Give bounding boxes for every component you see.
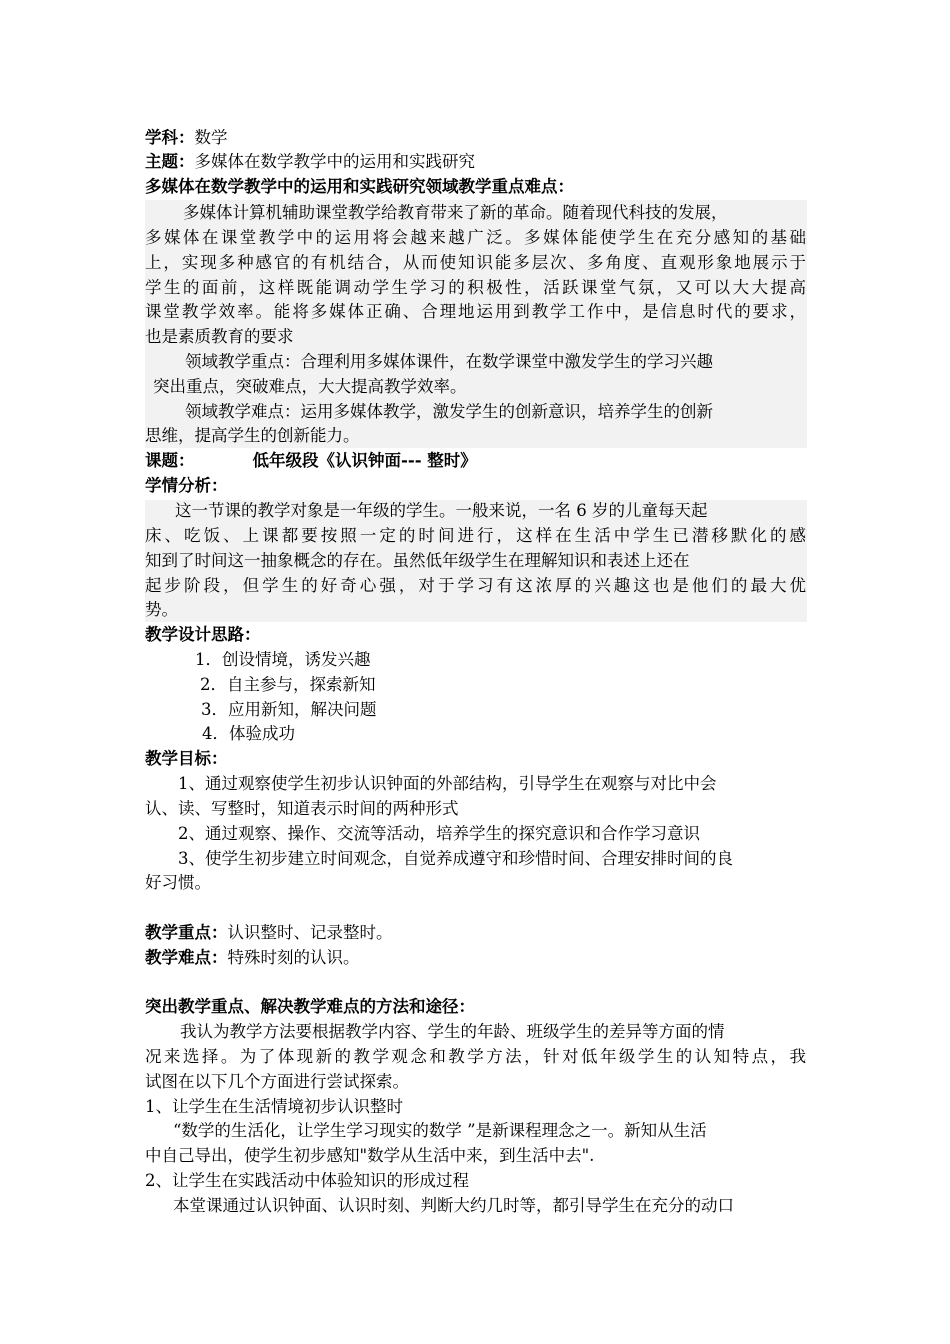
design-item: 1．创设情境，诱发兴趣	[195, 650, 371, 669]
intro-line: 多媒体在课堂教学中的运用将会越来越广泛。多媒体能使学生在充分感知的基础	[145, 228, 806, 247]
goal-line: 好习惯。	[145, 873, 211, 892]
lesson-line: 课题： 低年级段《认识钟面--- 整时》	[145, 451, 477, 470]
method-line: 试图在以下几个方面进行尝试探索。	[145, 1072, 409, 1091]
key-point-line: 领域教学重点：合理利用多媒体课件，在数学课堂中激发学生的学习兴趣	[185, 352, 713, 371]
method-line: “数学的生活化，让学生学习现实的数学 ”是新课程理念之一。新知从生活	[173, 1121, 707, 1140]
methods-heading: 突出教学重点、解决教学难点的方法和途径：	[145, 997, 475, 1016]
goal-line: 2、通过观察、操作、交流等活动，培养学生的探究意识和合作学习意识	[178, 824, 700, 843]
analysis-line: 知到了时间这一抽象概念的存在。虽然低年级学生在理解知识和表述上还在	[145, 551, 690, 570]
intro-line: 上，实现多种感官的有机结合，从而使知识能多层次、多角度、直观形象地展示于	[145, 253, 806, 272]
method-line: 我认为教学方法要根据教学内容、学生的年龄、班级学生的差异等方面的情	[180, 1022, 725, 1041]
design-item: 2．自主参与，探索新知	[200, 675, 376, 694]
design-heading: 教学设计思路：	[145, 625, 261, 644]
design-item: 3．应用新知，解决问题	[201, 700, 377, 719]
intro-line: 也是素质教育的要求	[145, 327, 294, 346]
design-item: 4．体验成功	[202, 724, 295, 743]
method-line: 1、让学生在生活情境初步认识整时	[145, 1097, 403, 1116]
intro-line: 学生的面前，这样既能调动学生学习的积极性，活跃课堂气氛，又可以大大提高	[145, 278, 806, 297]
difficulty-line: 领域教学难点：运用多媒体教学，激发学生的创新意识，培养学生的创新	[185, 402, 713, 421]
method-line: 2、让学生在实践活动中体验知识的形成过程	[145, 1171, 469, 1190]
method-line: 本堂课通过认识钟面、认识时刻、判断大约几时等，都引导学生在充分的动口	[173, 1196, 734, 1215]
intro-line: 多媒体计算机辅助课堂教学给教育带来了新的革命。随着现代科技的发展，	[183, 203, 728, 222]
method-line: 况来选择。为了体现新的教学观念和教学方法，针对低年级学生的认知特点，我	[145, 1047, 806, 1066]
goal-line: 1、通过观察使学生初步认识钟面的外部结构，引导学生在观察与对比中会	[178, 774, 717, 793]
theme-line: 主题：多媒体在数学教学中的运用和实践研究	[145, 152, 475, 171]
intro-line: 课堂教学效率。能将多媒体正确、合理地运用到教学工作中，是信息时代的要求，	[145, 302, 806, 321]
analysis-line: 势。	[145, 600, 178, 619]
analysis-heading: 学情分析：	[145, 476, 228, 495]
difficulty-point-line: 教学难点：特殊时刻的认识。	[145, 948, 360, 967]
goals-heading: 教学目标：	[145, 749, 228, 768]
goal-line: 3、使学生初步建立时间观念，自觉养成遵守和珍惜时间、合理安排时间的良	[178, 849, 733, 868]
difficulty-line: 思维，提高学生的创新能力。	[145, 426, 360, 445]
emphasis-line: 教学重点：认识整时、记录整时。	[145, 923, 393, 942]
key-point-line: 突出重点，突破难点，大大提高教学效率。	[153, 377, 467, 396]
method-line: 中自己导出，使学生初步感知"数学从生活中来，到生活中去".	[145, 1146, 595, 1165]
focus-heading: 多媒体在数学教学中的运用和实践研究领域教学重点难点：	[145, 177, 574, 196]
analysis-line: 床、吃饭、上课都要按照一定的时间进行，这样在生活中学生已潜移默化的感	[145, 526, 806, 545]
analysis-line: 这一节课的教学对象是一年级的学生。一般来说，一名 6 岁的儿童每天起	[175, 501, 708, 520]
subject-line: 学科：数学	[145, 128, 228, 147]
goal-line: 认、读、写整时，知道表示时间的两种形式	[145, 799, 459, 818]
analysis-line: 起步阶段，但学生的好奇心强，对于学习有这浓厚的兴趣这也是他们的最大优	[145, 576, 806, 595]
